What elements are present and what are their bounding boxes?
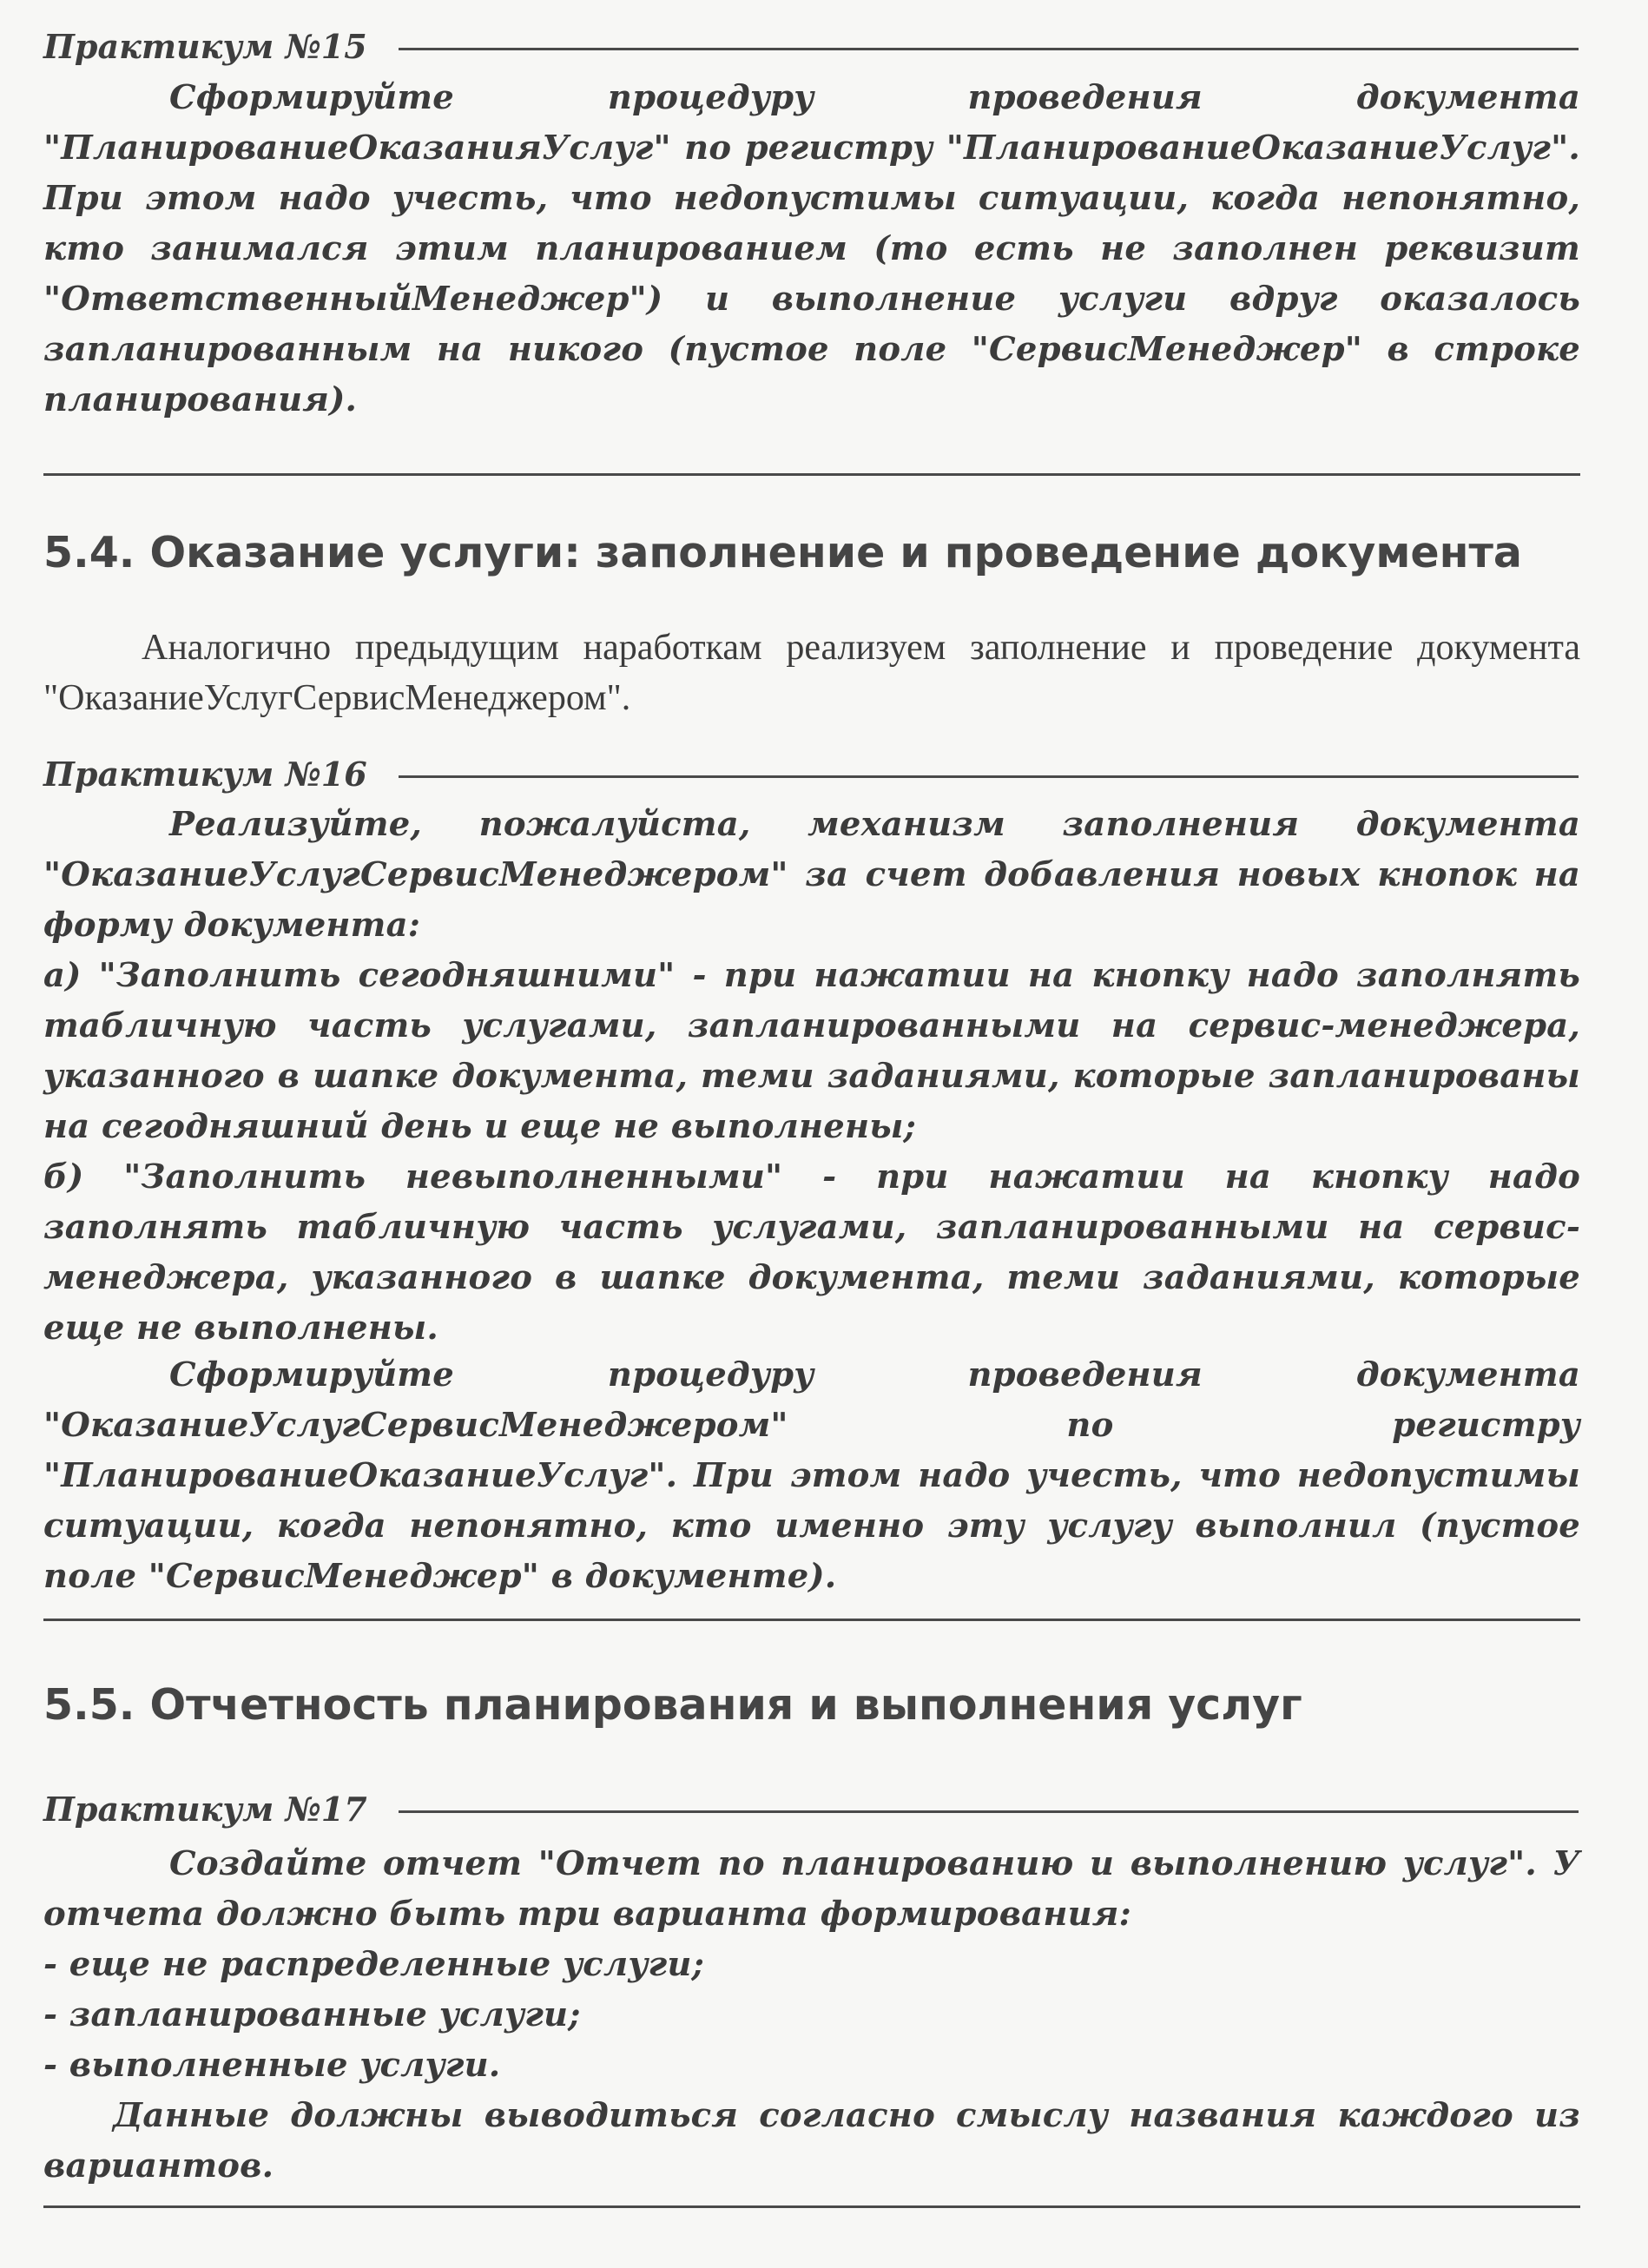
practicum-15-paragraph: Сформируйте процедуру проведения документа "ПланированиеОказанияУслуг" по регистру "ПланированиеОказаниеУслуг". При этом надо учесть, что недопустимы ситуации, когда непонятно, кто занимался этим планированием (то есть не заполнен реквизит "ОтветственныйМенеджер") и выполнение услуги вдруг оказалось запланированным на никого (пустое поле "СервисМенеджер" в строке планирования). xyxy=(43,78,1580,419)
practicum-17-list-item: - запланированные услуги; xyxy=(43,1995,581,2034)
heading-rule xyxy=(399,48,1579,50)
practicum-16-text-2 xyxy=(43,1350,1580,1602)
section-5-4-intro: Аналогично предыдущим наработкам реализуем заполнение и проведение документа "ОказаниеУслугСервисМенеджером". xyxy=(43,628,1580,718)
practicum-16-heading: Практикум №16 xyxy=(43,752,1579,795)
section-5-5-title: 5.5. Отчетность планирования и выполнения услуг xyxy=(43,1680,1302,1730)
practicum-16-item-a: а) "Заполнить сегодняшними" - при нажатии на кнопку надо заполнять табличную часть услугами, запланированными на сервис-менеджера, указанного в шапке документа, теми заданиями, которые запланированы на сегодняшний день и еще не выполнены; xyxy=(43,956,1580,1146)
section-divider xyxy=(43,473,1580,476)
heading-rule xyxy=(399,1810,1579,1813)
practicum-16-paragraph-1: Реализуйте, пожалуйста, механизм заполнения документа "ОказаниеУслугСервисМенеджером" за счет добавления новых кнопок на форму документа: xyxy=(43,805,1580,945)
practicum-17-heading: Практикум №17 xyxy=(43,1787,1579,1830)
practicum-16-text xyxy=(43,800,1580,1354)
heading-rule xyxy=(399,775,1579,778)
practicum-17-paragraph-1: Создайте отчет "Отчет по планированию и выполнению услуг". У отчета должно быть три варианта формирования: xyxy=(43,1844,1580,1934)
section-divider xyxy=(43,2205,1580,2208)
practicum-17-list-item: - еще не распределенные услуги; xyxy=(43,1945,705,1984)
section-5-4-title: 5.4. Оказание услуги: заполнение и проведение документа xyxy=(43,528,1522,577)
practicum-16-paragraph-2: Сформируйте процедуру проведения документа "ОказаниеУслугСервисМенеджером" по регистру "ПланированиеОказаниеУслуг". При этом надо учесть, что недопустимы ситуации, когда непонятно, кто именно эту услугу выполнил (пустое поле "СервисМенеджер" в документе). xyxy=(43,1355,1580,1596)
practicum-16-item-b: б) "Заполнить невыполненными" - при нажатии на кнопку надо заполнять табличную часть услугами, запланированными на сервис-менеджера, указанного в шапке документа, теми заданиями, которые еще не выполнены. xyxy=(43,1157,1580,1348)
practicum-15-heading: Практикум №15 xyxy=(43,24,1579,68)
practicum-17-paragraph-2: Данные должны выводиться согласно смыслу названия каждого из вариантов. xyxy=(43,2096,1580,2186)
practicum-15-text xyxy=(43,73,1580,425)
practicum-17-list-item: - выполненные услуги. xyxy=(43,2046,501,2085)
practicum-17-text xyxy=(43,1839,1580,2192)
section-divider xyxy=(43,1619,1580,1621)
